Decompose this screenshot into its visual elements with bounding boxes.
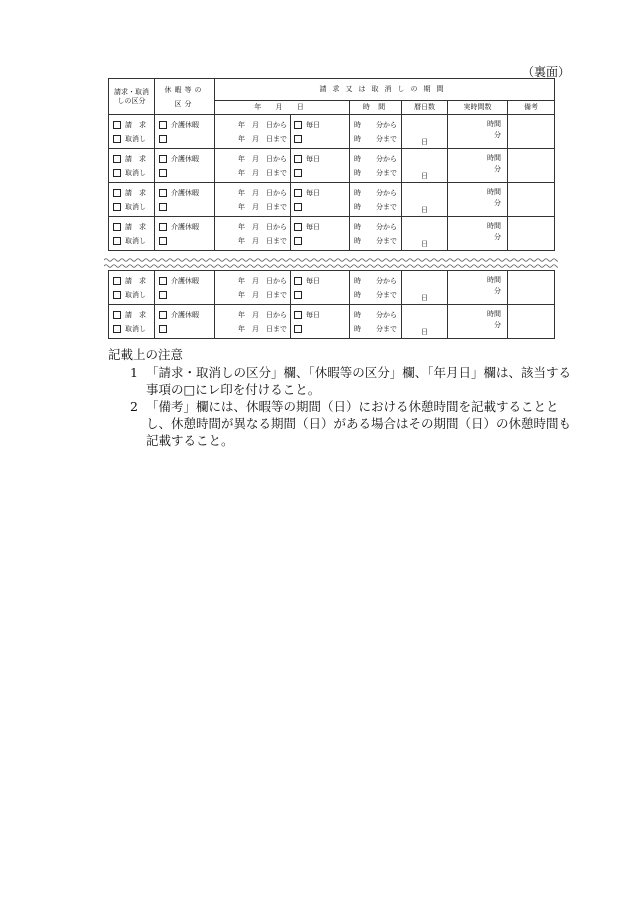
time-range-cell[interactable]: 時 分から 時 分まで xyxy=(350,183,402,217)
every-day-checkbox[interactable] xyxy=(294,155,302,163)
leave-row xyxy=(109,217,555,251)
every-day-checkbox[interactable] xyxy=(294,189,302,197)
time-range-cell[interactable]: 時 分から 時 分まで xyxy=(350,271,402,305)
header-remarks: 備考 xyxy=(508,101,555,115)
leave-type-cell: 介護休暇 xyxy=(155,149,215,183)
time-range-cell[interactable]: 時 分から 時 分まで xyxy=(350,115,402,149)
leave-type-cell: 介護休暇 xyxy=(155,217,215,251)
actual-hours-cell[interactable]: 時間 分 xyxy=(448,115,508,149)
other-leave-checkbox[interactable] xyxy=(159,237,167,245)
header-leave-type: 休暇等の区分 xyxy=(155,79,215,115)
request-checkbox[interactable] xyxy=(113,189,121,197)
request-checkbox[interactable] xyxy=(113,277,121,285)
header-date: 年 月 日 xyxy=(215,101,350,115)
other-leave-checkbox[interactable] xyxy=(159,203,167,211)
note-item: 1 「請求・取消しの区分」欄、「休暇等の区分」欄、「年月日」欄は、該当する事項の□にレ印を付けること。 xyxy=(130,365,572,397)
request-cancel-cell: 請 求 取消し xyxy=(109,183,155,217)
actual-hours-cell[interactable]: 時間 分 xyxy=(448,271,508,305)
date-option-cell: 毎日 xyxy=(291,149,350,183)
actual-hours-cell[interactable]: 時間 分 xyxy=(448,183,508,217)
leave-row xyxy=(109,149,555,183)
every-day-checkbox[interactable] xyxy=(294,277,302,285)
remarks-cell[interactable] xyxy=(508,149,555,183)
leave-row xyxy=(109,305,555,339)
omission-wave-separator xyxy=(104,256,558,270)
leave-row xyxy=(109,115,555,149)
time-range-cell[interactable]: 時 分から 時 分まで xyxy=(350,217,402,251)
time-range-cell[interactable]: 時 分から 時 分まで xyxy=(350,305,402,339)
leave-type-cell: 介護休暇 xyxy=(155,271,215,305)
remarks-cell[interactable] xyxy=(508,217,555,251)
notes-title: 記載上の注意 xyxy=(108,347,184,362)
actual-hours-cell[interactable]: 時間 分 xyxy=(448,305,508,339)
request-cancel-cell: 請 求 取消し xyxy=(109,149,155,183)
date-range-cell[interactable]: 年 月 日から 年 月 日まで xyxy=(215,271,291,305)
calendar-days-cell[interactable]: 日 xyxy=(402,217,448,251)
date-range-cell[interactable]: 年 月 日から 年 月 日まで xyxy=(215,149,291,183)
date-range-cell[interactable]: 年 月 日から 年 月 日まで xyxy=(215,115,291,149)
date-option-cell: 毎日 xyxy=(291,183,350,217)
request-checkbox[interactable] xyxy=(113,311,121,319)
other-leave-checkbox[interactable] xyxy=(159,135,167,143)
request-checkbox[interactable] xyxy=(113,155,121,163)
page-side-label: （裏面） xyxy=(522,65,571,79)
note-item: 2 「備考」欄には、休暇等の期間（日）における休憩時間を記載することとし、休憩時間が異なる期間（日）がある場合はその期間（日）の休憩時間も記載すること。 xyxy=(130,399,572,448)
other-leave-checkbox[interactable] xyxy=(159,325,167,333)
calendar-days-cell[interactable]: 日 xyxy=(402,115,448,149)
leave-type-cell: 介護休暇 xyxy=(155,183,215,217)
cancel-checkbox[interactable] xyxy=(113,169,121,177)
leave-row xyxy=(109,271,555,305)
header-period: 請求又は取消しの期間 xyxy=(215,79,555,101)
calendar-days-cell[interactable]: 日 xyxy=(402,149,448,183)
request-cancel-cell: 請 求 取消し xyxy=(109,305,155,339)
date-range-cell[interactable]: 年 月 日から 年 月 日まで xyxy=(215,305,291,339)
date-other-checkbox[interactable] xyxy=(294,291,302,299)
request-cancel-cell: 請 求 取消し xyxy=(109,115,155,149)
leave-type-cell: 介護休暇 xyxy=(155,305,215,339)
cancel-checkbox[interactable] xyxy=(113,203,121,211)
every-day-checkbox[interactable] xyxy=(294,121,302,129)
care-leave-checkbox[interactable] xyxy=(159,277,167,285)
cancel-checkbox[interactable] xyxy=(113,135,121,143)
actual-hours-cell[interactable]: 時間 分 xyxy=(448,149,508,183)
request-cancel-cell: 請 求 取消し xyxy=(109,217,155,251)
leave-row xyxy=(109,183,555,217)
date-other-checkbox[interactable] xyxy=(294,237,302,245)
remarks-cell[interactable] xyxy=(508,115,555,149)
date-range-cell[interactable]: 年 月 日から 年 月 日まで xyxy=(215,183,291,217)
care-leave-checkbox[interactable] xyxy=(159,121,167,129)
every-day-checkbox[interactable] xyxy=(294,311,302,319)
date-option-cell: 毎日 xyxy=(291,217,350,251)
actual-hours-cell[interactable]: 時間 分 xyxy=(448,217,508,251)
date-other-checkbox[interactable] xyxy=(294,169,302,177)
request-checkbox[interactable] xyxy=(113,121,121,129)
calendar-days-cell[interactable]: 日 xyxy=(402,183,448,217)
other-leave-checkbox[interactable] xyxy=(159,169,167,177)
date-option-cell: 毎日 xyxy=(291,115,350,149)
leave-request-table-bottom xyxy=(108,270,555,339)
time-range-cell[interactable]: 時 分から 時 分まで xyxy=(350,149,402,183)
date-other-checkbox[interactable] xyxy=(294,135,302,143)
cancel-checkbox[interactable] xyxy=(113,325,121,333)
cancel-checkbox[interactable] xyxy=(113,237,121,245)
care-leave-checkbox[interactable] xyxy=(159,155,167,163)
remarks-cell[interactable] xyxy=(508,183,555,217)
other-leave-checkbox[interactable] xyxy=(159,291,167,299)
calendar-days-cell[interactable]: 日 xyxy=(402,271,448,305)
cancel-checkbox[interactable] xyxy=(113,291,121,299)
care-leave-checkbox[interactable] xyxy=(159,223,167,231)
request-checkbox[interactable] xyxy=(113,223,121,231)
leave-type-cell: 介護休暇 xyxy=(155,115,215,149)
request-cancel-cell: 請 求 取消し xyxy=(109,271,155,305)
calendar-days-cell[interactable]: 日 xyxy=(402,305,448,339)
header-calendar-days: 暦日数 xyxy=(402,101,448,115)
date-range-cell[interactable]: 年 月 日から 年 月 日まで xyxy=(215,217,291,251)
date-option-cell: 毎日 xyxy=(291,271,350,305)
date-other-checkbox[interactable] xyxy=(294,203,302,211)
date-other-checkbox[interactable] xyxy=(294,325,302,333)
every-day-checkbox[interactable] xyxy=(294,223,302,231)
remarks-cell[interactable] xyxy=(508,271,555,305)
care-leave-checkbox[interactable] xyxy=(159,311,167,319)
header-request-cancel: 請求・取消しの区分 xyxy=(109,79,155,115)
notes-section xyxy=(108,346,578,449)
date-option-cell: 毎日 xyxy=(291,305,350,339)
leave-request-table-top xyxy=(108,78,555,251)
header-actual-hours: 実時間数 xyxy=(448,101,508,115)
remarks-cell[interactable] xyxy=(508,305,555,339)
care-leave-checkbox[interactable] xyxy=(159,189,167,197)
header-time: 時 間 xyxy=(350,101,402,115)
